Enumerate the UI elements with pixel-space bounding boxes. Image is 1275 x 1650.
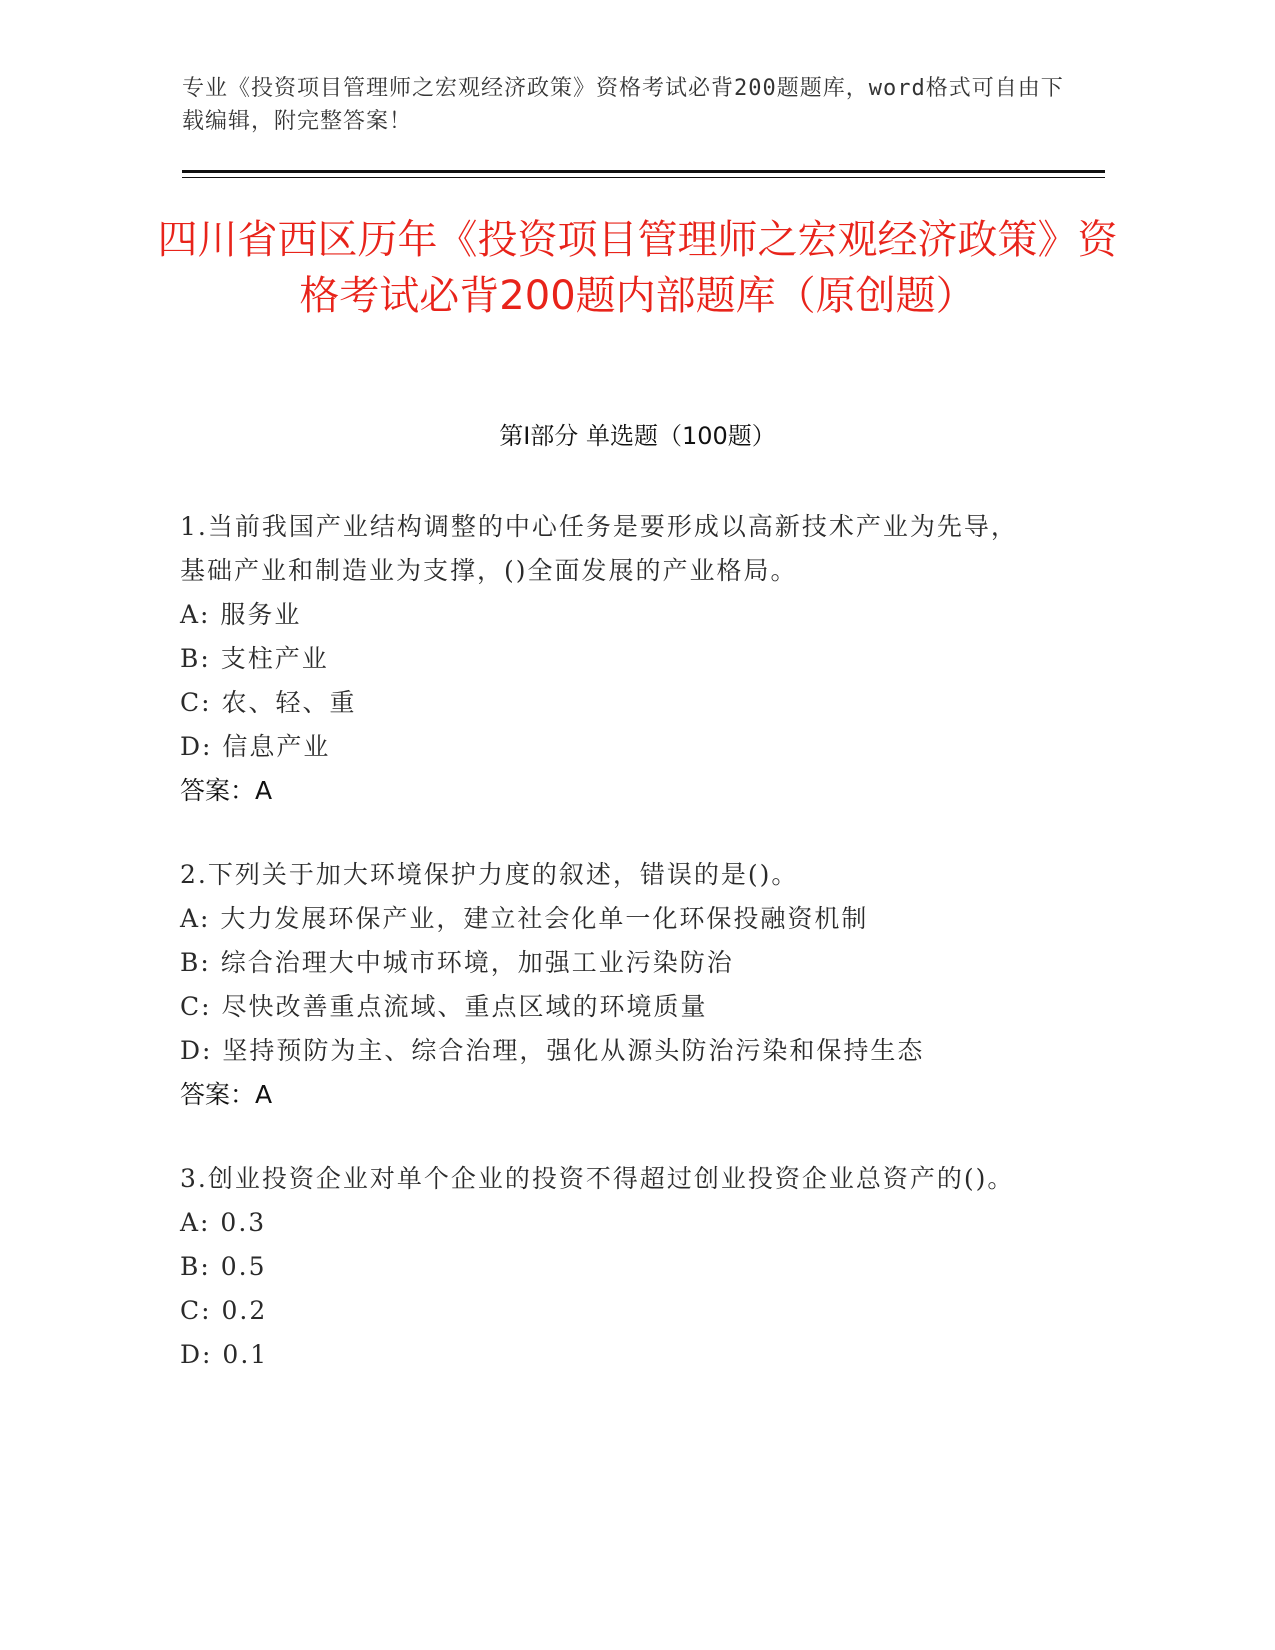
option-a: A: 服务业 [180,600,302,629]
document-title: 四川省西区历年《投资项目管理师之宏观经济政策》资格考试必背200题内部题库（原创题） [157,217,1118,319]
header-rule-thick [182,170,1105,173]
answer: 答案：A [180,776,273,805]
option-c: C: 农、轻、重 [180,688,357,717]
answer: 答案：A [180,1080,273,1109]
question-list [180,505,1020,1417]
header-rule-thin [182,177,1105,178]
option-d: D: 0.1 [180,1340,269,1369]
question-stem: 1.当前我国产业结构调整的中心任务是要形成以高新技术产业为先导，基础产业和制造业为支撑，()全面发展的产业格局。 [180,512,1018,585]
section-title: 第I部分 单选题（100题） [499,422,776,450]
option-d: D: 信息产业 [180,732,331,761]
option-a: A: 0.3 [180,1208,267,1237]
question-stem: 3.创业投资企业对单个企业的投资不得超过创业投资企业总资产的()。 [180,1164,1015,1193]
header-note: 专业《投资项目管理师之宏观经济政策》资格考试必背200题题库，word格式可自由下载编辑，附完整答案！ [182,76,1064,134]
question-3 [180,1157,1020,1377]
option-b: B: 支柱产业 [180,644,329,673]
option-b: B: 0.5 [180,1252,267,1281]
option-d: D: 坚持预防为主、综合治理，强化从源头防治污染和保持生态 [180,1036,925,1065]
question-2 [180,853,1020,1117]
option-b: B: 综合治理大中城市环境，加强工业污染防治 [180,948,734,977]
question-stem: 2.下列关于加大环境保护力度的叙述，错误的是()。 [180,860,799,889]
option-c: C: 尽快改善重点流域、重点区域的环境质量 [180,992,708,1021]
option-a: A: 大力发展环保产业，建立社会化单一化环保投融资机制 [180,904,869,933]
option-c: C: 0.2 [180,1296,268,1325]
question-1 [180,505,1020,813]
